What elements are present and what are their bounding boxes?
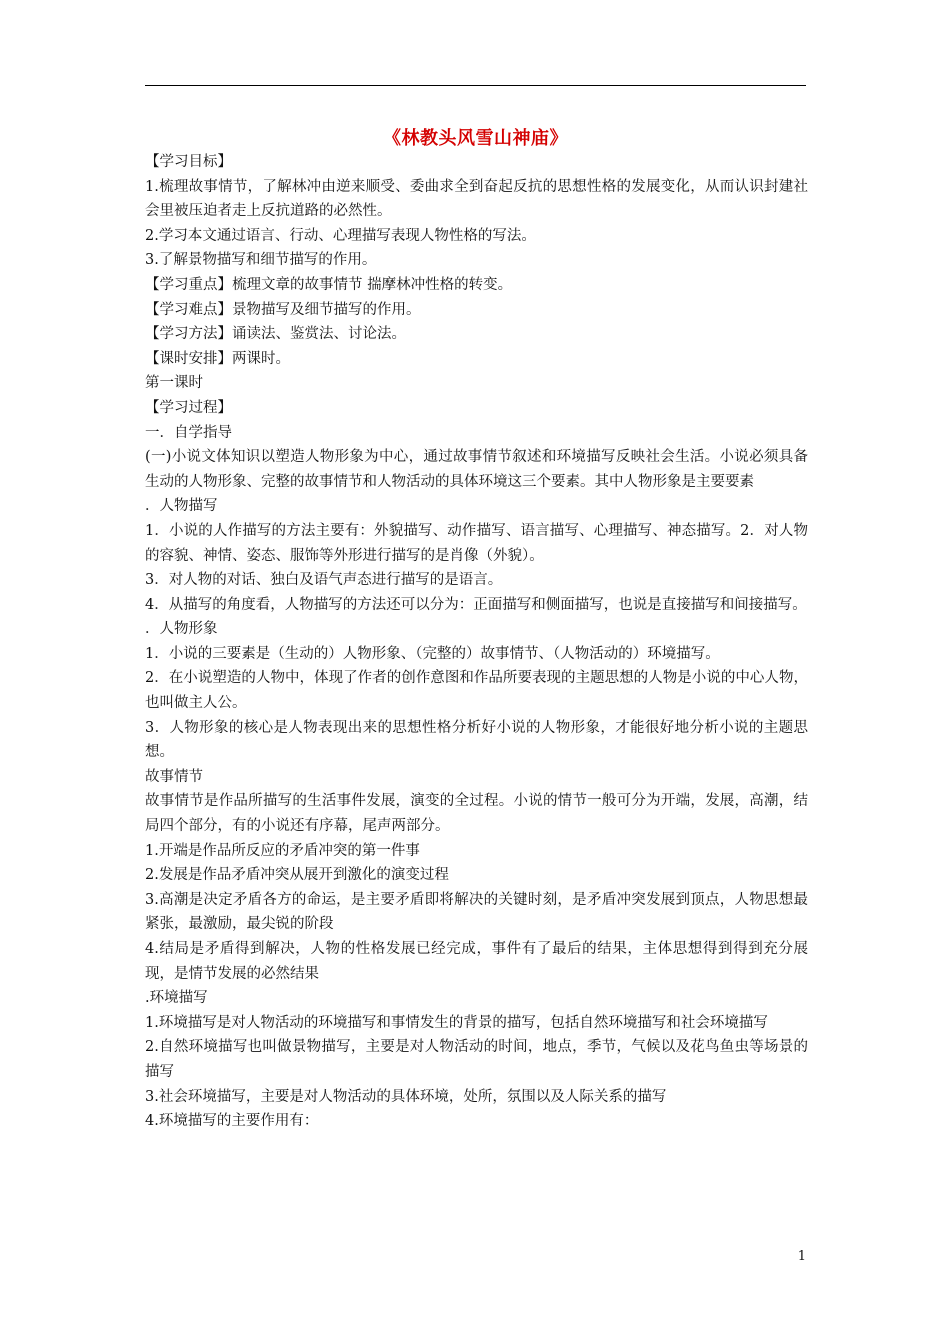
paragraph: 3.高潮是决定矛盾各方的命运，是主要矛盾即将解决的关键时刻，是矛盾冲突发展到顶点，人物思想最紧张，最激励，最尖锐的阶段: [145, 891, 808, 933]
paragraph: 4.结局是矛盾得到解决，人物的性格发展已经完成，事件有了最后的结果，主体思想得到得到充分展现，是情节发展的必然结果: [145, 941, 808, 982]
objective-item: 1.梳理故事情节，了解林冲由逆来顺受、委曲求全到奋起反抗的思想性格的发展变化，从而认识封建社会里被压迫者走上反抗道路的必然性。: [145, 178, 808, 220]
objective-item: 3.了解景物描写和细节描写的作用。: [145, 252, 377, 269]
paragraph: 1.开端是作品所反应的矛盾冲突的第一件事: [145, 842, 420, 859]
section-heading-process: 【学习过程】: [145, 399, 232, 416]
subsection-heading: .环境描写: [145, 990, 208, 1007]
page-number: 1: [797, 1249, 806, 1264]
objective-item: 2.学习本文通过语言、行动、心理描写表现人物性格的写法。: [145, 227, 536, 244]
paragraph: (一)小说文体知识以塑造人物形象为中心，通过故事情节叙述和环境描写反映社会生活。小说必须具备生动的人物形象、完整的故事情节和人物活动的具体环境这三个要素。其中人物形象是主要要素: [145, 449, 808, 490]
subsection-heading: 一．自学指导: [145, 424, 232, 441]
lesson-heading: 第一课时: [145, 375, 203, 392]
key-point: 【学习重点】梳理文章的故事情节 揣摩林冲性格的转变。: [145, 276, 513, 293]
schedule: 【课时安排】两课时。: [145, 350, 290, 367]
paragraph: 1．小说的人作描写的方法主要有：外貌描写、动作描写、语言描写、心理描写、神态描写。2．对人物的容貌、神情、姿态、服饰等外形进行描写的是肖像（外貌）。: [145, 522, 808, 564]
paragraph: 4．从描写的角度看，人物描写的方法还可以分为：正面描写和侧面描写，也说是直接描写和间接描写。: [145, 596, 807, 613]
header-rule: [145, 85, 806, 86]
document-title: 《林教头风雪山神庙》: [383, 128, 568, 149]
paragraph: 2．在小说塑造的人物中，体现了作者的创作意图和作品所要表现的主题思想的人物是小说的中心人物，也叫做主人公。: [145, 670, 808, 712]
method: 【学习方法】诵读法、鉴赏法、讨论法。: [145, 326, 406, 343]
document-body: [145, 150, 808, 1134]
paragraph: 1．小说的三要素是（生动的）人物形象、（完整的）故事情节、（人物活动的）环境描写。: [145, 645, 720, 662]
paragraph: 3.社会环境描写，主要是对人物活动的具体环境，处所，氛围以及人际关系的描写: [145, 1088, 667, 1105]
paragraph: 1.环境描写是对人物活动的环境描写和事情发生的背景的描写，包括自然环境描写和社会环境描写: [145, 1014, 768, 1031]
difficulty: 【学习难点】景物描写及细节描写的作用。: [145, 301, 421, 318]
paragraph: 2.自然环境描写也叫做景物描写，主要是对人物活动的时间，地点，季节，气候以及花鸟鱼虫等场景的描写: [145, 1039, 808, 1080]
paragraph: 故事情节是作品所描写的生活事件发展，演变的全过程。小说的情节一般可分为开端，发展，高潮，结局四个部分，有的小说还有序幕，尾声两部分。: [145, 793, 808, 835]
subsection-heading: 故事情节: [145, 768, 203, 785]
subsection-heading: ．人物形象: [145, 621, 218, 638]
subsection-heading: ．人物描写: [145, 498, 218, 515]
paragraph: 3．人物形象的核心是人物表现出来的思想性格分析好小说的人物形象，才能很好地分析小说的主题思想。: [145, 719, 808, 761]
section-heading-objectives: 【学习目标】: [145, 154, 232, 170]
paragraph: 4.环境描写的主要作用有：: [145, 1113, 319, 1130]
paragraph: 2.发展是作品矛盾冲突从展开到激化的演变过程: [145, 867, 449, 884]
paragraph: 3．对人物的对话、独白及语气声态进行描写的是语言。: [145, 572, 503, 589]
